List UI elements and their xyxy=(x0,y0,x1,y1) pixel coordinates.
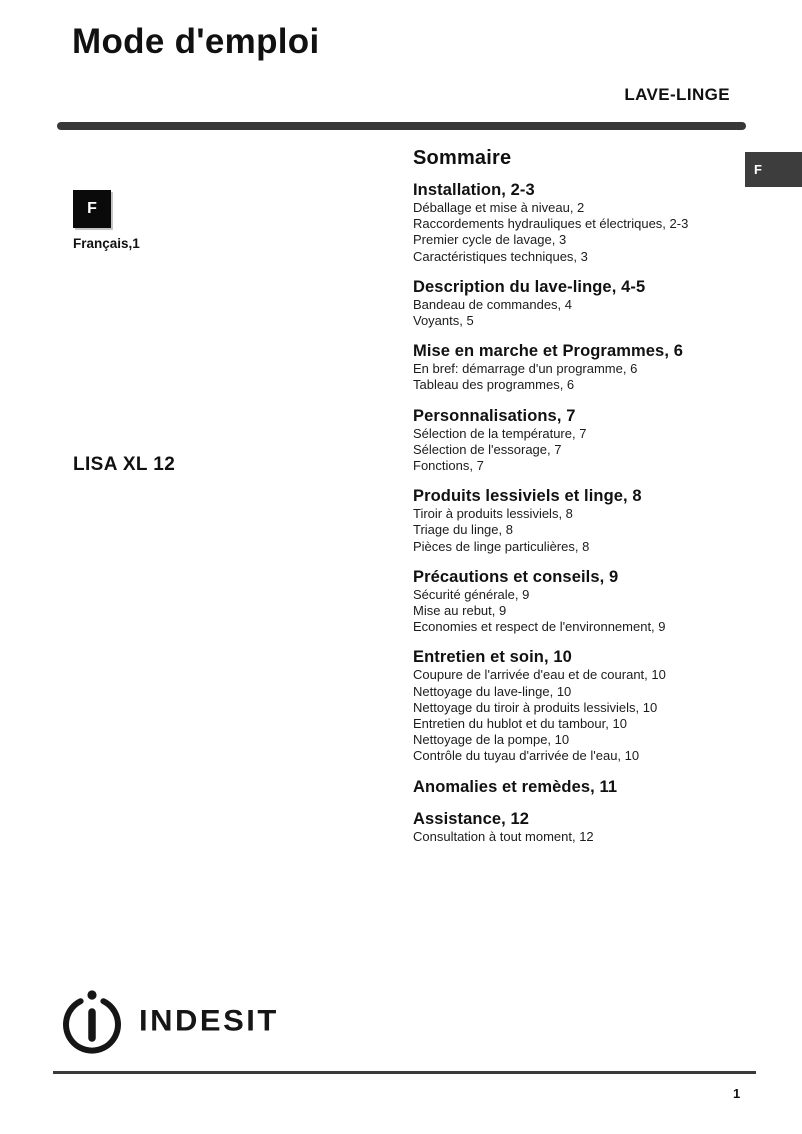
indesit-ring-icon xyxy=(57,986,127,1056)
toc-item: Caractéristiques techniques, 3 xyxy=(413,248,588,264)
toc-section-title: Personnalisations, 7 xyxy=(413,406,576,425)
toc-section-title: Installation, 2-3 xyxy=(413,181,535,199)
language-label: Français,1 xyxy=(73,236,140,251)
toc-section xyxy=(413,278,743,329)
toc-section xyxy=(413,568,743,636)
brand-logo xyxy=(57,986,279,1056)
toc-item-list xyxy=(413,829,743,845)
toc-item: Pièces de linge particulières, 8 xyxy=(413,538,590,554)
language-badge-letter: F xyxy=(87,200,97,217)
page-number: 1 xyxy=(733,1086,741,1101)
toc-item-list xyxy=(413,361,743,393)
toc-item: Sélection de l'essorage, 7 xyxy=(413,441,562,457)
toc-item: Premier cycle de lavage, 3 xyxy=(413,232,567,248)
toc-item-list xyxy=(413,506,743,555)
toc-item: Mise au rebut, 9 xyxy=(413,603,507,619)
toc-item: Bandeau de commandes, 4 xyxy=(413,296,572,312)
toc-item: Contrôle du tuyau d'arrivée de l'eau, 10 xyxy=(413,748,640,764)
toc-item-list xyxy=(413,667,743,764)
toc-item: Entretien du hublot et du tambour, 10 xyxy=(413,716,627,732)
toc-item: En bref: démarrage d'un programme, 6 xyxy=(413,361,638,377)
model-name: LISA XL 12 xyxy=(73,454,176,475)
toc-item-list xyxy=(413,297,743,329)
toc-section xyxy=(413,810,743,845)
footer-divider-bar xyxy=(53,1071,756,1074)
toc-section xyxy=(413,778,743,797)
toc-item: Sélection de la température, 7 xyxy=(413,425,587,441)
toc-item-list xyxy=(413,587,743,636)
toc-section xyxy=(413,181,743,265)
appliance-type-label: LAVE-LINGE xyxy=(624,85,730,104)
toc-section-list xyxy=(413,181,743,845)
toc-item: Economies et respect de l'environnement, 9 xyxy=(413,619,666,635)
toc-heading: Sommaire xyxy=(413,147,512,169)
page-title: Mode d'emploi xyxy=(72,22,320,61)
toc-item: Tiroir à produits lessiviels, 8 xyxy=(413,506,573,522)
toc-section xyxy=(413,487,743,555)
toc-section-title: Description du lave-linge, 4-5 xyxy=(413,277,646,296)
brand-name: INDESIT xyxy=(139,1003,279,1038)
toc-item: Sécurité générale, 9 xyxy=(413,586,530,602)
toc-section-title: Mise en marche et Programmes, 6 xyxy=(413,342,683,361)
toc-item: Déballage et mise à niveau, 2 xyxy=(413,200,585,215)
header-divider-bar xyxy=(57,122,746,130)
toc-section xyxy=(413,342,743,393)
toc-item-list xyxy=(413,426,743,475)
toc-section xyxy=(413,648,743,764)
toc-section-title: Anomalies et remèdes, 11 xyxy=(413,777,618,796)
toc-section-title: Assistance, 12 xyxy=(413,809,530,828)
toc-section-title: Entretien et soin, 10 xyxy=(413,648,572,667)
toc-item: Raccordements hydrauliques et électriques, 2-3 xyxy=(413,216,689,232)
toc-section xyxy=(413,407,743,475)
toc-item: Coupure de l'arrivée d'eau et de courant, 10 xyxy=(413,667,666,683)
table-of-contents xyxy=(413,146,743,858)
toc-item: Nettoyage du tiroir à produits lessiviels, 10 xyxy=(413,699,658,715)
toc-item: Nettoyage de la pompe, 10 xyxy=(413,732,570,748)
toc-section-title: Précautions et conseils, 9 xyxy=(413,567,619,586)
toc-item: Fonctions, 7 xyxy=(413,458,484,474)
side-tab-letter: F xyxy=(754,162,762,177)
toc-item: Tableau des programmes, 6 xyxy=(413,377,575,393)
toc-item-list xyxy=(413,200,743,265)
toc-item: Consultation à tout moment, 12 xyxy=(413,828,594,844)
toc-item: Nettoyage du lave-linge, 10 xyxy=(413,683,572,699)
toc-item: Voyants, 5 xyxy=(413,313,474,329)
toc-item: Triage du linge, 8 xyxy=(413,522,513,538)
language-side-tab xyxy=(745,152,802,187)
toc-section-title: Produits lessiviels et linge, 8 xyxy=(413,487,642,506)
language-flag-badge xyxy=(73,190,111,228)
